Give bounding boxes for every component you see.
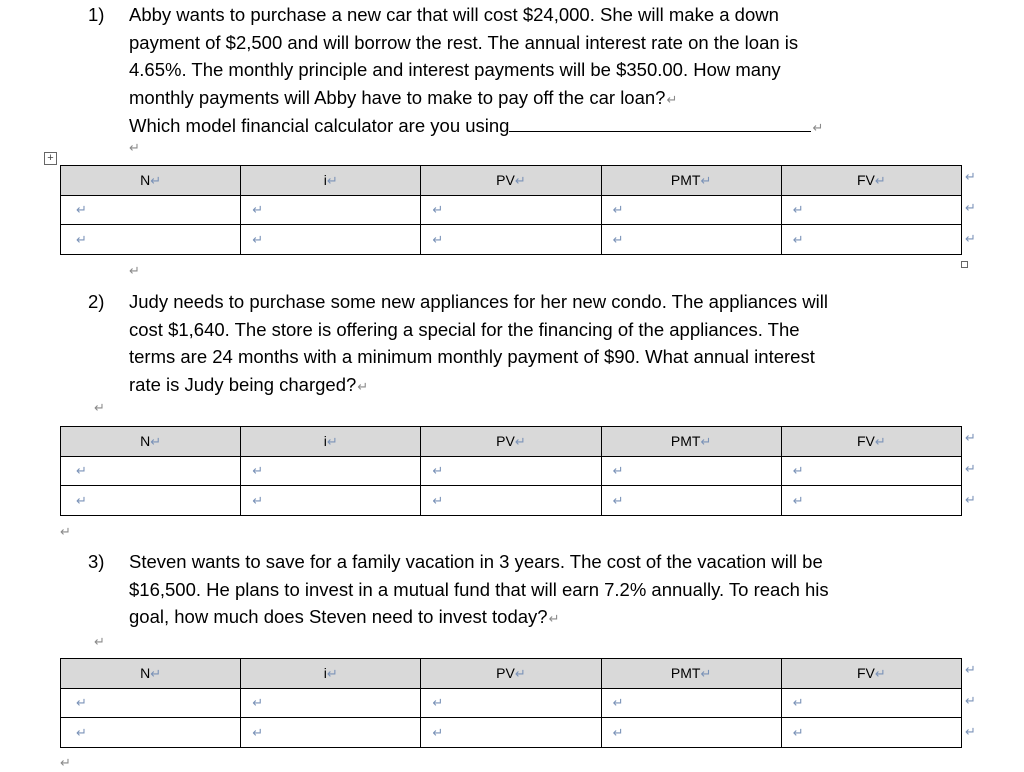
header-cell-pmt[interactable]: PMT↵ bbox=[601, 427, 781, 457]
question-line: 4.65%. The monthly principle and interest payments will be $350.00. How many bbox=[129, 59, 781, 80]
header-cell-i[interactable]: i↵ bbox=[241, 166, 421, 196]
header-cell-pmt[interactable]: PMT↵ bbox=[601, 166, 781, 196]
header-cell-n[interactable]: N↵ bbox=[61, 427, 241, 457]
table-cell[interactable]: ↵ bbox=[61, 486, 241, 516]
question-text bbox=[129, 288, 828, 398]
table-resize-handle[interactable] bbox=[961, 261, 968, 268]
table-cell[interactable]: ↵ bbox=[781, 688, 961, 718]
row-end-mark: ↵ bbox=[965, 724, 976, 739]
row-end-mark: ↵ bbox=[965, 492, 976, 507]
header-cell-pv[interactable]: PV↵ bbox=[421, 659, 601, 689]
question-line: rate is Judy being charged? bbox=[129, 373, 357, 395]
table-cell[interactable]: ↵ bbox=[781, 456, 961, 486]
question-line: Judy needs to purchase some new appliances for her new condo. The appliances will bbox=[129, 291, 828, 312]
question-line: Which model financial calculator are you using bbox=[129, 115, 510, 136]
row-end-mark: ↵ bbox=[965, 693, 976, 708]
table-cell[interactable]: ↵ bbox=[241, 456, 421, 486]
header-cell-fv[interactable]: FV↵ bbox=[781, 659, 961, 689]
table-row bbox=[61, 688, 962, 718]
header-cell-fv[interactable]: FV↵ bbox=[781, 427, 961, 457]
row-end-mark: ↵ bbox=[965, 461, 976, 476]
answer-blank[interactable] bbox=[509, 111, 811, 132]
table-cell[interactable]: ↵ bbox=[241, 688, 421, 718]
question-line: cost $1,640. The store is offering a special for the financing of the appliances. The bbox=[129, 318, 800, 340]
table-cell[interactable]: ↵ bbox=[61, 456, 241, 486]
table-cell[interactable]: ↵ bbox=[421, 486, 601, 516]
paragraph-mark: ↵ bbox=[129, 140, 140, 155]
question-line: payment of $2,500 and will borrow the rest. The annual interest rate on the loan is bbox=[129, 31, 799, 53]
header-cell-i[interactable]: i↵ bbox=[241, 427, 421, 457]
table-cell[interactable]: ↵ bbox=[241, 225, 421, 255]
question-text bbox=[129, 1, 823, 139]
table-row bbox=[61, 195, 962, 225]
table-cell[interactable]: ↵ bbox=[781, 486, 961, 516]
question-number: 3) bbox=[88, 551, 105, 572]
table-cell[interactable]: ↵ bbox=[61, 225, 241, 255]
table-cell[interactable]: ↵ bbox=[421, 718, 601, 748]
table-cell[interactable]: ↵ bbox=[781, 718, 961, 748]
header-row bbox=[61, 659, 962, 689]
header-cell-pv[interactable]: PV↵ bbox=[421, 166, 601, 196]
table-cell[interactable]: ↵ bbox=[241, 486, 421, 516]
table-cell[interactable]: ↵ bbox=[61, 718, 241, 748]
header-cell-i[interactable]: i↵ bbox=[241, 659, 421, 689]
paragraph-mark: ↵ bbox=[548, 611, 560, 626]
table-row bbox=[61, 225, 962, 255]
paragraph-mark: ↵ bbox=[357, 378, 369, 394]
question-line: $16,500. He plans to invest in a mutual fund that will earn 7.2% annually. To reach his bbox=[129, 578, 829, 600]
question-line: Abby wants to purchase a new car that will cost $24,000. She will make a down bbox=[129, 4, 779, 25]
row-end-mark: ↵ bbox=[965, 169, 976, 184]
table-cell[interactable]: ↵ bbox=[421, 195, 601, 225]
table-row bbox=[61, 456, 962, 486]
table-cell[interactable]: ↵ bbox=[421, 225, 601, 255]
table-cell[interactable]: ↵ bbox=[601, 195, 781, 225]
question-line: terms are 24 months with a minimum monthly payment of $90. What annual interest bbox=[129, 346, 815, 367]
header-cell-fv[interactable]: FV↵ bbox=[781, 166, 961, 196]
calculator-table-3 bbox=[60, 658, 962, 748]
question-number: 2) bbox=[88, 291, 105, 312]
header-row bbox=[61, 427, 962, 457]
table-cell[interactable]: ↵ bbox=[601, 688, 781, 718]
calculator-table-1 bbox=[60, 165, 962, 255]
paragraph-mark: ↵ bbox=[60, 755, 71, 770]
paragraph-mark: ↵ bbox=[812, 120, 824, 135]
table-cell[interactable]: ↵ bbox=[601, 486, 781, 516]
calculator-table-2 bbox=[60, 426, 962, 516]
table-cell[interactable]: ↵ bbox=[601, 225, 781, 255]
header-cell-n[interactable]: N↵ bbox=[61, 659, 241, 689]
table-cell[interactable]: ↵ bbox=[601, 456, 781, 486]
table-row bbox=[61, 718, 962, 748]
paragraph-mark: ↵ bbox=[94, 634, 105, 649]
table-cell[interactable]: ↵ bbox=[601, 718, 781, 748]
header-cell-n[interactable]: N↵ bbox=[61, 166, 241, 196]
table-move-handle-icon[interactable]: + bbox=[44, 152, 57, 165]
question-line: monthly payments will Abby have to make to pay off the car loan? bbox=[129, 86, 666, 108]
paragraph-mark: ↵ bbox=[60, 524, 71, 539]
table-cell[interactable]: ↵ bbox=[241, 195, 421, 225]
table-cell[interactable]: ↵ bbox=[61, 688, 241, 718]
row-end-mark: ↵ bbox=[965, 231, 976, 246]
question-text bbox=[129, 548, 829, 631]
paragraph-mark: ↵ bbox=[666, 91, 678, 107]
header-cell-pv[interactable]: PV↵ bbox=[421, 427, 601, 457]
header-row bbox=[61, 166, 962, 196]
paragraph-mark: ↵ bbox=[129, 263, 140, 278]
table-cell[interactable]: ↵ bbox=[781, 195, 961, 225]
table-cell[interactable]: ↵ bbox=[781, 225, 961, 255]
table-cell[interactable]: ↵ bbox=[421, 688, 601, 718]
table-row bbox=[61, 486, 962, 516]
row-end-mark: ↵ bbox=[965, 200, 976, 215]
header-cell-pmt[interactable]: PMT↵ bbox=[601, 659, 781, 689]
row-end-mark: ↵ bbox=[965, 662, 976, 677]
table-cell[interactable]: ↵ bbox=[241, 718, 421, 748]
table-cell[interactable]: ↵ bbox=[421, 456, 601, 486]
question-line: goal, how much does Steven need to invest today? bbox=[129, 606, 548, 627]
question-number: 1) bbox=[88, 4, 105, 25]
table-cell[interactable]: ↵ bbox=[61, 195, 241, 225]
paragraph-mark: ↵ bbox=[94, 400, 105, 415]
row-end-mark: ↵ bbox=[965, 430, 976, 445]
question-line: Steven wants to save for a family vacation in 3 years. The cost of the vacation will be bbox=[129, 551, 823, 572]
